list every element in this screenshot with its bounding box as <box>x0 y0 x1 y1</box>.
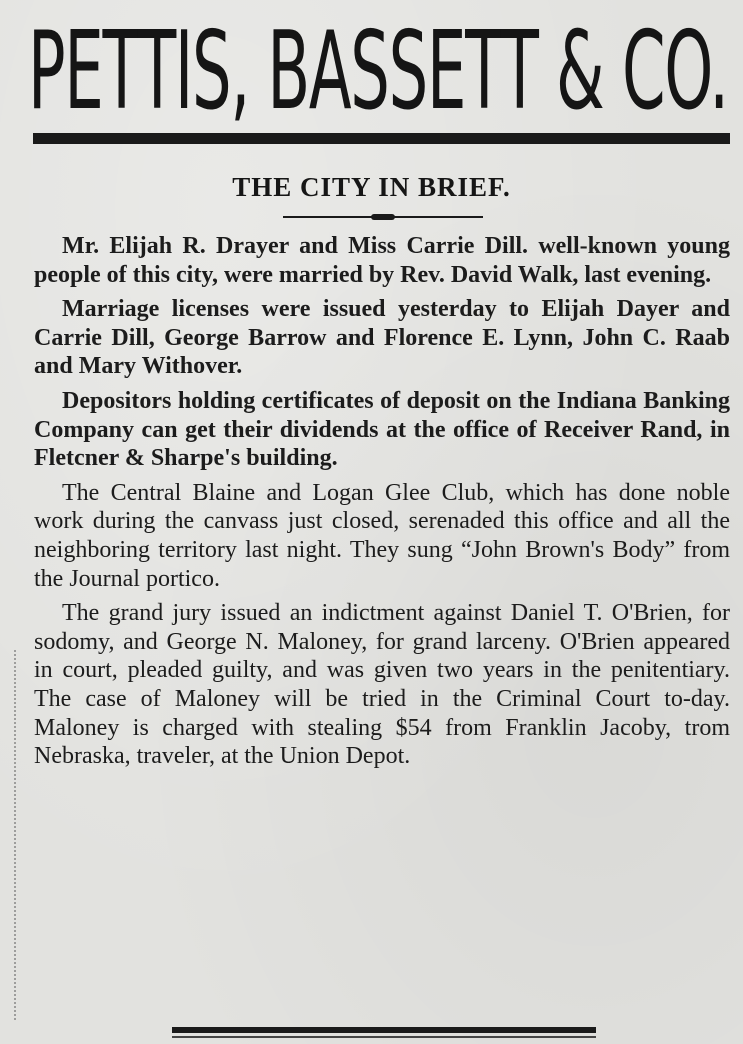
paragraph-depositors: Depositors holding certificates of deposit on the Indiana Banking Company can get their dividends at the office of Receiver Rand, in Fletcner & Sharpe's building. <box>34 387 730 472</box>
paragraph-licenses: Marriage licenses were issued yesterday to Elijah Dayer and Carrie Dill, George Barrow and Florence E. Lynn, John C. Raab and Mary Withover. <box>34 296 730 380</box>
article-body <box>34 232 730 777</box>
paragraph-marriage: Mr. Elijah R. Drayer and Miss Carrie Dill. well-known young people of this city, were married by Rev. David Walk, last evening. <box>34 233 730 288</box>
paragraph-glee-club: The Central Blaine and Logan Glee Club, which has done noble work during the canvass just closed, serenaded this office and all the neighboring territory last night. They sung “John Brown's Body” from the Journal portico. <box>34 479 730 592</box>
bottom-rule <box>172 1027 596 1033</box>
ornament-dot <box>371 214 395 220</box>
masthead-rule <box>33 133 730 144</box>
section-title: THE CITY IN BRIEF. <box>232 172 511 202</box>
margin-marks <box>14 650 26 1020</box>
masthead <box>28 12 728 130</box>
bottom-rule-thin <box>172 1036 596 1038</box>
masthead-title: PETTIS, BASSETT & CO. <box>28 12 728 130</box>
paragraph-grand-jury: The grand jury issued an indictment against Daniel T. O'Brien, for sodomy, and George N. Maloney, for grand larceny. O'Brien appeared in court, pleaded guilty, and was given two years in the penitentiary. The case of Maloney will be tried in the Criminal Court to-day. Maloney is charged with stealing $54 from Franklin Jacoby, trom Nebraska, traveler, at the Union Depot. <box>34 600 730 770</box>
title-ornament <box>283 214 483 220</box>
